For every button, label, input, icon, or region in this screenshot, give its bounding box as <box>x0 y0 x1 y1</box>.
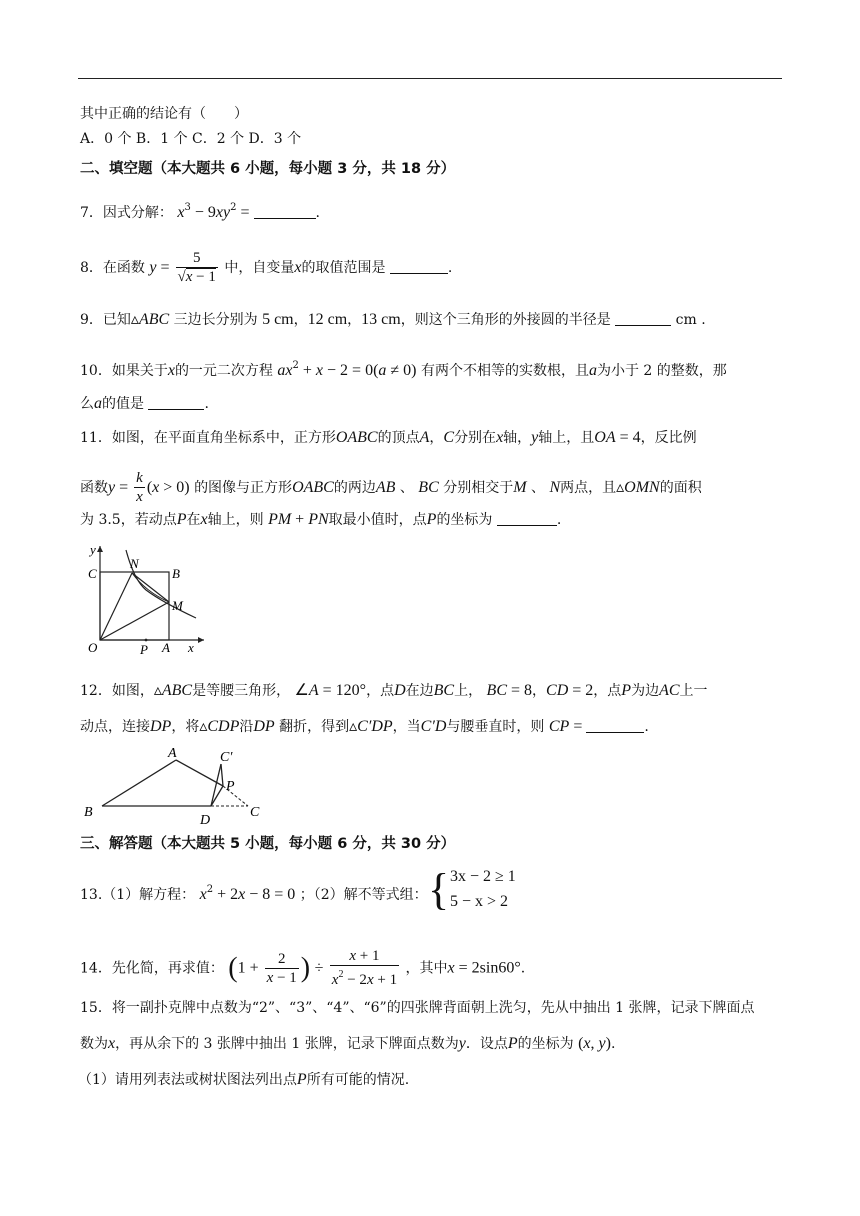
question-11-line-3: 为 3.5，若动点P在x轴上，则 PM + PN取最小值时，点P的坐标为 . <box>80 511 562 528</box>
point-label-a: A <box>162 640 170 655</box>
question-12-line-2: 动点，连接DP，将▵CDP沿DP 翻折，得到▵C′DP，当C′D与腰垂直时，则 CP = . <box>80 718 649 735</box>
question-8: 8．在函数 y = $\frac{5}{√x - 1}$ 中，自变量x的取值范围是 . <box>80 250 453 285</box>
point-label-b: B <box>84 805 93 820</box>
inequality-system: { 3x − 2 ≥ 1 5 − x > 2 <box>428 865 516 914</box>
point-label-c: C <box>88 566 97 581</box>
answer-blank[interactable] <box>615 311 671 326</box>
inequality-1: 3x − 2 ≥ 1 <box>450 868 516 885</box>
point-label-c: C <box>250 805 260 820</box>
answer-blank[interactable] <box>586 718 644 733</box>
point-label-m: M <box>172 598 183 613</box>
question-15-line-2: 数为x，再从余下的 3 张牌中抽出 1 张牌，记录下牌面点数为y．设点P的坐标为 (x, y). <box>80 1035 616 1052</box>
section-3-heading: 三、解答题（本大题共 5 小题，每小题 6 分，共 30 分） <box>80 836 456 852</box>
question-12-line-1: 12．如图，▵ABC是等腰三角形， ∠A = 120°，点D在边BC上， BC = 8，CD = 2，点P为边AC上一 <box>80 682 708 699</box>
answer-blank[interactable] <box>390 259 448 274</box>
question-6-stem-end: 其中正确的结论有（ ） <box>80 106 248 122</box>
point-label-o: O <box>88 640 98 655</box>
figure-11-coordinate-diagram <box>84 540 206 658</box>
header-rule <box>78 78 782 79</box>
question-10-line-2: 么a的值是 . <box>80 395 209 412</box>
question-6-options: A．0 个 B．1 个 C．2 个 D．3 个 <box>80 131 302 147</box>
figure-12-triangle-diagram <box>80 744 270 826</box>
question-15-part-1: （1）请用列表法或树状图法列出点P所有可能的情况. <box>78 1071 410 1088</box>
point-label-p: P <box>226 779 235 794</box>
point-label-a: A <box>168 746 177 761</box>
answer-blank[interactable] <box>254 204 316 219</box>
question-11-line-1: 11．如图，在平面直角坐标系中，正方形OABC的顶点A，C分别在x轴，y轴上，且OA = 4，反比例 <box>80 429 697 446</box>
fraction: $\frac{x + 1}{x^2 - 2x + 1}$ <box>331 948 398 988</box>
answer-blank[interactable] <box>148 395 204 410</box>
question-7: 7．因式分解： $x^3 - 9xy^2$ = . <box>80 202 320 221</box>
inequality-2: 5 − x > 2 <box>450 893 509 910</box>
question-15-line-1: 15．将一副扑克牌中点数为“2”、“3”、“4”、“6”的四张牌背面朝上洗匀，先从中抽出 1 张牌，记录下牌面点 <box>80 1000 755 1016</box>
point-label-n: N <box>130 556 139 571</box>
question-14: 14．先化简，再求值： (1 + $\frac{2}{x - 1}$ ) ÷ $\frac{x + 1}{x^2 - 2x + 1}$ ，其中x = 2sin60°. <box>80 948 526 988</box>
axis-label-x: x <box>188 640 194 655</box>
question-9: 9．已知▵ABC 三边长分别为 5 cm，12 cm，13 cm，则这个三角形的外接圆的半径是 cm . <box>80 311 706 328</box>
point-label-p: P <box>140 642 148 657</box>
point-label-c-prime: C′ <box>220 750 233 765</box>
fraction: $\frac{k}{x}$ <box>136 470 143 505</box>
fraction: $\frac{5}{√x - 1}$ <box>177 250 216 285</box>
axis-label-y: y <box>90 542 96 557</box>
question-10-line-1: 10．如果关于x的一元二次方程 $ax^2 + x - 2 = 0(a \ne 0)$ 有两个不相等的实数根，且a为小于 2 的整数，那 <box>80 360 727 379</box>
fraction: $\frac{2}{x - 1}$ <box>266 950 297 986</box>
answer-blank[interactable] <box>497 511 557 526</box>
point-label-d: D <box>200 813 211 826</box>
point-label-b: B <box>172 566 180 581</box>
section-2-heading: 二、填空题（本大题共 6 小题，每小题 3 分，共 18 分） <box>80 161 456 177</box>
question-13: 13.（1）解方程： $x^2 + 2x - 8 = 0$ ；（2）解不等式组： <box>80 884 428 903</box>
question-11-line-2: 函数y = $\frac{k}{x}$ (x > 0) 的图像与正方形OABC的两边AB 、 BC 分别相交于M 、 N两点，且▵OMN的面积 <box>80 470 702 505</box>
